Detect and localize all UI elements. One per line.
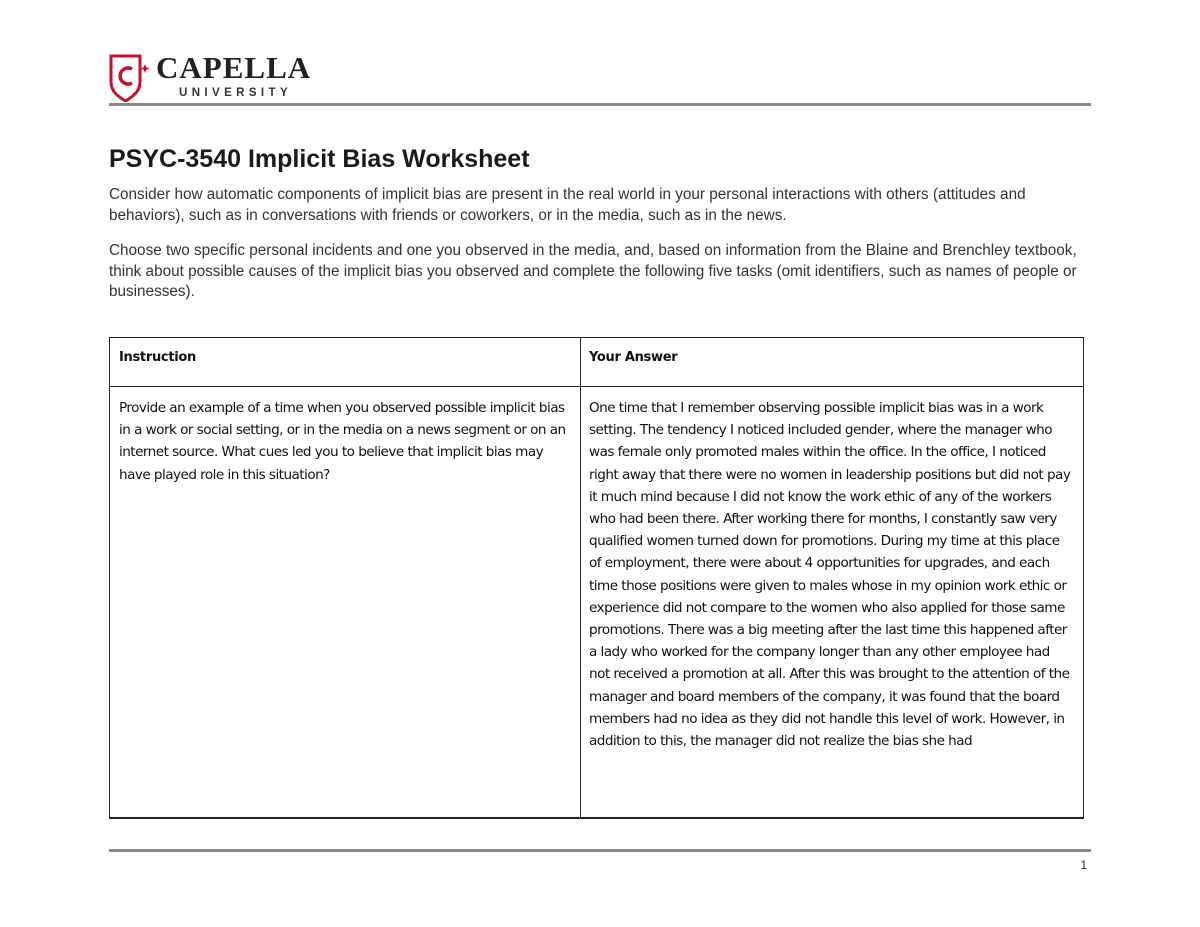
intro-paragraph-2: Choose two specific personal incidents and one you observed in the media, and, based on information from the Blaine and Brenchley textbook, think about possible causes of the implicit bias you observed and complete the following five tasks (omit identifiers, such as names of people or businesses). [109, 242, 1077, 300]
column-divider [580, 338, 581, 817]
capella-logo [108, 52, 368, 102]
column-header-instruction: Instruction [119, 350, 196, 365]
capella-shield-icon [108, 52, 152, 102]
header-row-divider [110, 386, 1083, 387]
worksheet-table [109, 337, 1084, 819]
logo-subtitle: UNIVERSITY [179, 87, 293, 99]
page-title: PSYC-3540 Implicit Bias Worksheet [109, 145, 530, 173]
footer-divider [109, 849, 1091, 852]
header-divider [109, 103, 1091, 106]
column-header-answer: Your Answer [589, 350, 678, 365]
logo-wordmark: CAPELLA [156, 50, 312, 85]
page-number: 1 [1080, 858, 1087, 872]
instruction-cell: Provide an example of a time when you observed possible implicit bias in a work or social setting, or in the media on a news segment or on an internet source. What cues led you to believe that implicit bias may have played role in this situation? [119, 400, 566, 483]
intro-paragraph-1: Consider how automatic components of implicit bias are present in the real world in your personal interactions with others (attitudes and behaviors), such as in conversations with friends or coworkers, or in the media, such as in the news. [109, 186, 1026, 224]
answer-cell: One time that I remember observing possible implicit bias was in a work setting. The tendency I noticed included gender, where the manager who was female only promoted males within the office. In the office, I noticed right away that there were no women in leadership positions but did not pay it much mind because I did not know the work ethic of any of the workers who had been there. After working there for months, I constantly saw very qualified women turned down for promotions. During my time at this place of employment, there were about 4 opportunities for upgrades, and each time those positions were given to males whose in my opinion work ethic or experience did not compare to the women who also applied for those same promotions. There was a big meeting after the last time this happened after a lady who worked for the company longer than any other employee had not received a promotion at all. After this was brought to the attention of the manager and board members of the company, it was found that the board members had no idea as they did not handle this level of work. However, in addition to this, the manager did not realize the bias she had [589, 400, 1071, 750]
